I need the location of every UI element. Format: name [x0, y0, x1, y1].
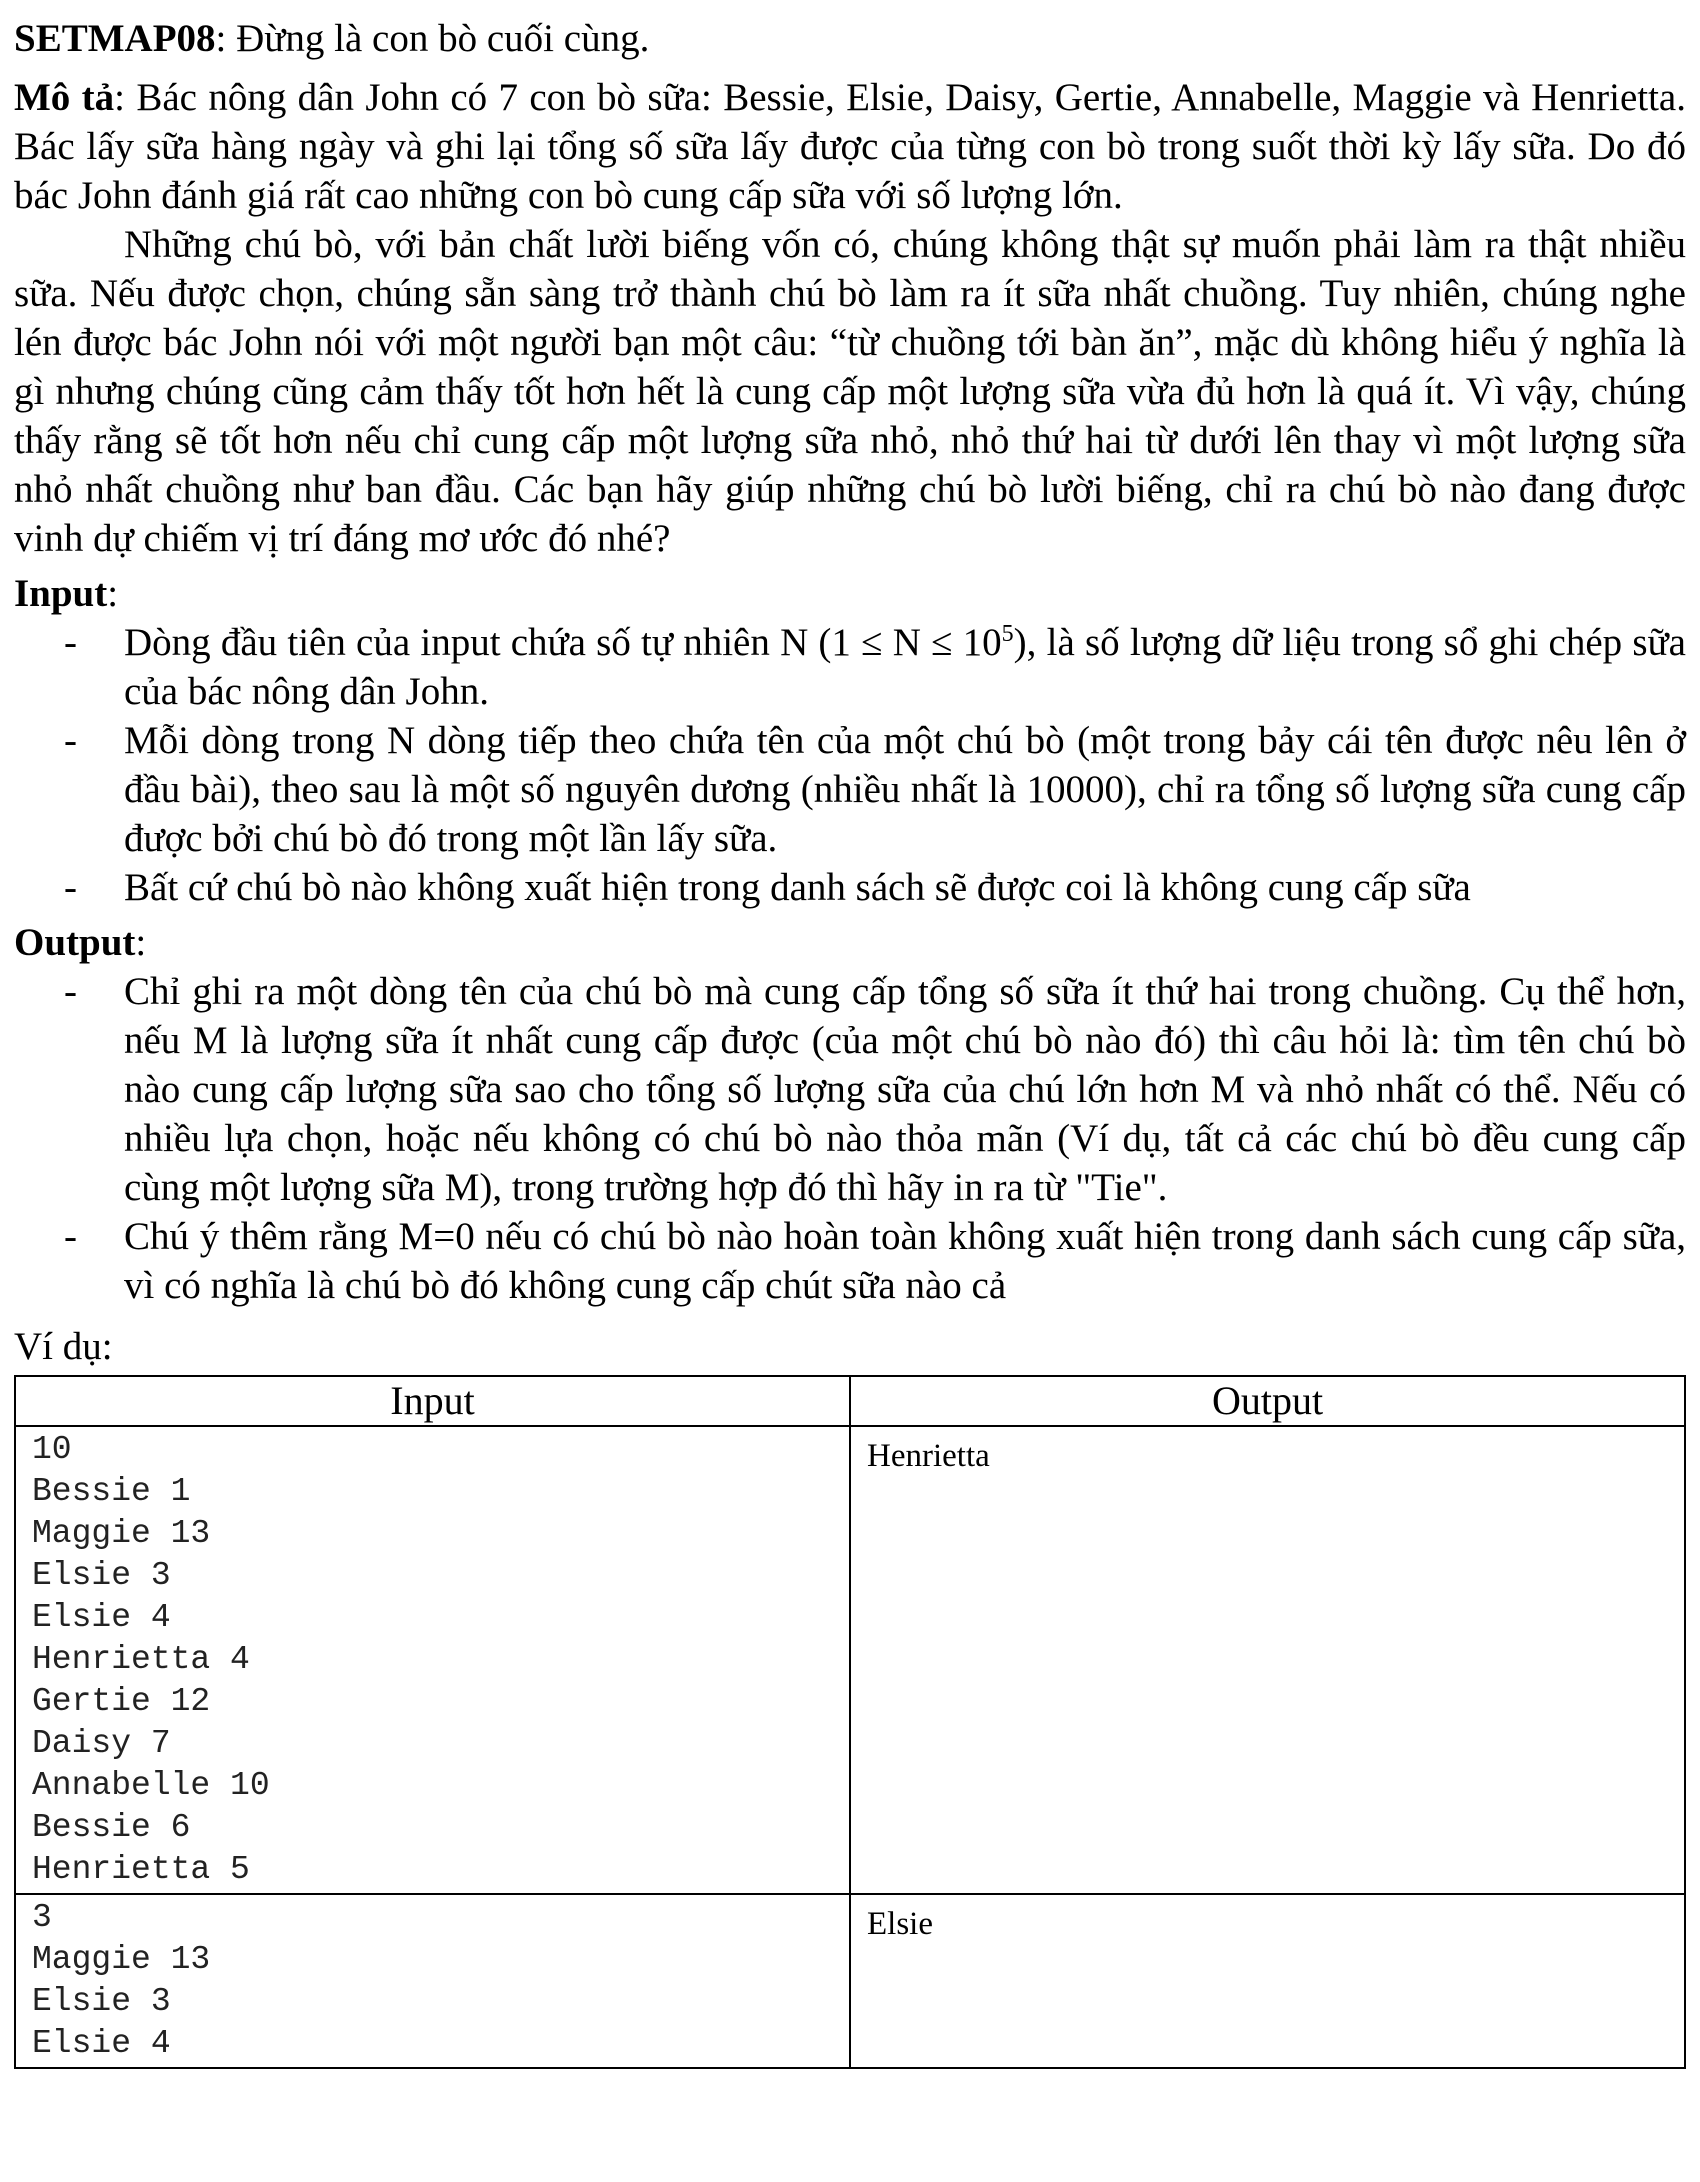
description-paragraph-1 — [14, 73, 1686, 220]
sample-output-cell: Henrietta — [850, 1426, 1685, 1894]
input-line: Annabelle 10 — [32, 1767, 270, 1804]
input-line: Elsie 3 — [32, 1557, 171, 1594]
input-line: Daisy 7 — [32, 1725, 171, 1762]
sample-input-cell — [15, 1426, 850, 1894]
input-line: Elsie 3 — [32, 1983, 171, 2020]
problem-code: SETMAP08 — [14, 17, 216, 60]
sample-row — [15, 1894, 1685, 2068]
output-label: Output — [14, 921, 136, 964]
description-text-1: : Bác nông dân John có 7 con bò sữa: Bessie, Elsie, Daisy, Gertie, Annabelle, Maggie và Henrietta. Bác lấy sữa hàng ngày và ghi lại tổng số sữa lấy được của từng con bò trong suốt thời kỳ lấy sữa. Do đó bác John đánh giá rất cao những con bò cung cấp sữa với số lượng lớn. — [14, 76, 1686, 217]
input-line: Maggie 13 — [32, 1941, 211, 1978]
problem-title — [14, 14, 1686, 63]
input-label: Input — [14, 572, 108, 615]
input-line: 3 — [32, 1899, 52, 1936]
dash-bullet: - — [64, 1215, 77, 1258]
input-heading: Input: — [14, 572, 119, 615]
sample-input-cell — [15, 1894, 850, 2068]
output-list — [14, 967, 1686, 1310]
input-line: Maggie 13 — [32, 1515, 211, 1552]
description-paragraph-2: Những chú bò, với bản chất lười biếng vốn có, chúng không thật sự muốn phải làm ra thật nhiều sữa. Nếu được chọn, chúng sẵn sàng trở thành chú bò làm ra ít sữa nhất chuồng. Tuy nhiên, chúng nghe lén được bác John nói với một người bạn một câu: “từ chuồng tới bàn ăn”, mặc dù không hiểu ý nghĩa là gì nhưng chúng cũng cảm thấy tốt hơn hết là cung cấp một lượng sữa vừa đủ hơn là quá ít. Vì vậy, chúng thấy rằng sẽ tốt hơn nếu chỉ cung cấp một lượng sữa nhỏ, nhỏ thứ hai từ dưới lên thay vì một lượng sữa nhỏ nhất chuồng như ban đầu. Các bạn hãy giúp những chú bò lười biếng, chỉ ra chú bò nào đang được vinh dự chiếm vị trí đáng mơ ước đó nhé? — [14, 223, 1686, 560]
input-line: Henrietta 5 — [32, 1851, 250, 1888]
input-item-1: - Dòng đầu tiên của input chứa số tự nhiên N $(1 \le N \le 10^5)$, là số lượng dữ liệu trong sổ ghi chép sữa của bác nông dân John. — [14, 618, 1686, 716]
problem-title-text: : Đừng là con bò cuối cùng. — [215, 17, 650, 60]
sample-table-header — [15, 1376, 1685, 1426]
input-line: Henrietta 4 — [32, 1641, 250, 1678]
dash-bullet: - — [64, 621, 77, 664]
output-heading: Output: — [14, 921, 147, 964]
sample-row — [15, 1426, 1685, 1894]
input-line: Elsie 4 — [32, 2025, 171, 2062]
output-item-1: - Chỉ ghi ra một dòng tên của chú bò mà cung cấp tổng số sữa ít thứ hai trong chuồng. Cụ thể hơn, nếu M là lượng sữa ít nhất cung cấp được (của một chú bò nào đó) thì câu hỏi là: tìm tên chú bò nào cung cấp lượng sữa sao cho tổng số lượng sữa của chú lớn hơn M và nhỏ nhất có thể. Nếu có nhiều lựa chọn, hoặc nếu không có chú bò nào thỏa mãn (Ví dụ, tất cả các chú bò đều cung cấp cùng một lượng sữa M), trong trường hợp đó thì hãy in ra từ "Tie". — [14, 967, 1686, 1212]
input-line: Bessie 6 — [32, 1809, 191, 1846]
input-line: Bessie 1 — [32, 1473, 191, 1510]
input-list — [14, 618, 1686, 912]
input-item-3: - Bất cứ chú bò nào không xuất hiện trong danh sách sẽ được coi là không cung cấp sữa — [14, 863, 1686, 912]
header-input: Input — [15, 1376, 850, 1426]
dash-bullet: - — [64, 970, 77, 1013]
dash-bullet: - — [64, 719, 77, 762]
problem-statement — [14, 14, 1686, 2069]
input-line: Elsie 4 — [32, 1599, 171, 1636]
description-label: Mô tả — [14, 76, 115, 119]
input-line: 10 — [32, 1431, 72, 1468]
sample-table — [14, 1375, 1686, 2069]
example-label: Ví dụ: — [14, 1325, 113, 1368]
input-item-2: - Mỗi dòng trong N dòng tiếp theo chứa tên của một chú bò (một trong bảy cái tên được nêu lên ở đầu bài), theo sau là một số nguyên dương (nhiều nhất là 10000), chỉ ra tổng số lượng sữa cung cấp được bởi chú bò đó trong một lần lấy sữa. — [14, 716, 1686, 863]
input-line: Gertie 12 — [32, 1683, 211, 1720]
superscript-exponent: 5 — [1001, 621, 1014, 647]
header-output: Output — [850, 1376, 1685, 1426]
output-item-2: - Chú ý thêm rằng M=0 nếu có chú bò nào hoàn toàn không xuất hiện trong danh sách cung cấp sữa, vì có nghĩa là chú bò đó không cung cấp chút sữa nào cả — [14, 1212, 1686, 1310]
dash-bullet: - — [64, 866, 77, 909]
sample-output-cell: Elsie — [850, 1894, 1685, 2068]
